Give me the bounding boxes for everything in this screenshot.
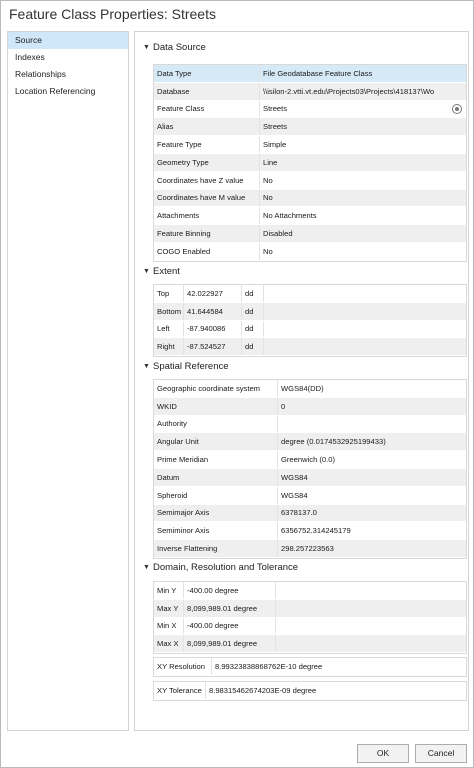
row-label: Feature Binning: [154, 225, 260, 242]
row-spacer: [264, 338, 466, 355]
row-label: Geographic coordinate system: [154, 380, 278, 397]
chevron-down-icon: ▼: [143, 564, 150, 571]
row-label: Feature Type: [154, 136, 260, 153]
extent-grid: [153, 284, 467, 357]
row-value: 8,099,989.01 degree: [184, 600, 276, 617]
row-value: No: [263, 175, 273, 185]
table-row[interactable]: [154, 433, 466, 451]
row-value: degree (0.0174532925199433): [281, 437, 386, 447]
row-value: No Attachments: [263, 211, 317, 221]
table-row[interactable]: [154, 416, 466, 434]
spatial-reference-header[interactable]: [143, 361, 229, 372]
row-label: Min X: [154, 618, 184, 635]
table-row[interactable]: [154, 338, 466, 356]
data-source-grid: [153, 64, 467, 262]
row-value: Simple: [263, 140, 287, 150]
row-label: Coordinates have M value: [154, 190, 260, 207]
table-row[interactable]: [154, 635, 466, 653]
table-row[interactable]: [154, 190, 466, 208]
row-label: Semimajor Axis: [154, 505, 278, 522]
row-value: [260, 83, 466, 100]
table-row[interactable]: [154, 101, 466, 119]
row-value: -400.00 degree: [184, 618, 276, 635]
table-row[interactable]: [154, 398, 466, 416]
row-unit: dd: [242, 338, 264, 355]
row-value: 8.98315462674203E-09 degree: [209, 685, 317, 695]
row-label: WKID: [154, 398, 278, 415]
row-value: No: [263, 246, 273, 256]
row-label: Feature Class: [154, 101, 260, 118]
table-row[interactable]: [154, 380, 466, 398]
table-row[interactable]: [154, 207, 466, 225]
row-label: Min Y: [154, 582, 184, 599]
row-label: Spheroid: [154, 487, 278, 504]
row-value: 6356752.314245179: [281, 526, 351, 536]
row-label: Attachments: [154, 207, 260, 224]
table-row[interactable]: [154, 303, 466, 321]
row-label: Max X: [154, 635, 184, 652]
row-value: 8,099,989.01 degree: [184, 635, 276, 652]
table-row[interactable]: [154, 136, 466, 154]
row-value: [260, 101, 466, 118]
table-row[interactable]: [154, 172, 466, 190]
row-label: Alias: [154, 118, 260, 135]
table-row[interactable]: [154, 118, 466, 136]
row-label: Geometry Type: [154, 154, 260, 171]
row-label: Max Y: [154, 600, 184, 617]
row-spacer: [264, 303, 466, 320]
table-row[interactable]: [154, 321, 466, 339]
row-value: 8.99323838868762E-10 degree: [215, 661, 323, 671]
xy-resolution-grid: [153, 657, 467, 677]
section-title: Domain, Resolution and Tolerance: [153, 562, 299, 573]
row-value: 298.257223563: [281, 544, 334, 554]
table-row[interactable]: [154, 618, 466, 636]
table-row[interactable]: [154, 154, 466, 172]
table-row[interactable]: [154, 469, 466, 487]
table-row[interactable]: [154, 682, 466, 700]
row-unit: dd: [242, 321, 264, 338]
row-value: WGS84: [281, 490, 308, 500]
row-label: Prime Meridian: [154, 451, 278, 468]
table-row[interactable]: [154, 658, 466, 676]
row-value: WGS84(DD): [281, 383, 324, 393]
row-value: -87.524527: [184, 338, 242, 355]
row-label: Coordinates have Z value: [154, 172, 260, 189]
sidebar-nav: [7, 31, 129, 731]
row-label: Inverse Flattening: [154, 540, 278, 557]
table-row[interactable]: [154, 451, 466, 469]
table-row[interactable]: [154, 582, 466, 600]
row-value: WGS84: [281, 472, 308, 482]
row-value: -87.940086: [184, 321, 242, 338]
row-label: Right: [154, 338, 184, 355]
row-label: XY Tolerance: [154, 682, 206, 699]
nav-item-source[interactable]: Source: [8, 32, 128, 49]
row-label: COGO Enabled: [154, 243, 260, 260]
row-unit: dd: [242, 303, 264, 320]
row-value: [278, 416, 466, 433]
row-value: No: [263, 193, 273, 203]
row-value: -400.00 degree: [184, 582, 276, 599]
row-value: 42.022927: [184, 285, 242, 302]
row-value: 41.644584: [184, 303, 242, 320]
row-label: Database: [154, 83, 260, 100]
extent-header[interactable]: [143, 266, 180, 277]
row-label: Authority: [154, 416, 278, 433]
table-row[interactable]: [154, 540, 466, 558]
domain-resolution-tolerance-header[interactable]: [143, 562, 298, 573]
nav-item-location-referencing[interactable]: Location Referencing: [15, 86, 96, 96]
row-value: 0: [281, 401, 286, 411]
table-row[interactable]: [154, 65, 466, 83]
data-source-header[interactable]: [143, 42, 206, 53]
row-value: File Geodatabase Feature Class: [263, 68, 373, 78]
xy-tolerance-grid: [153, 681, 467, 701]
row-label: Bottom: [154, 303, 184, 320]
row-label: Datum: [154, 469, 278, 486]
row-spacer: [276, 600, 466, 617]
table-row[interactable]: [154, 600, 466, 618]
table-row[interactable]: [154, 225, 466, 243]
properties-panel: [134, 31, 469, 731]
row-value: Line: [263, 157, 278, 167]
row-spacer: [276, 582, 466, 599]
row-spacer: [264, 321, 466, 338]
nav-item-relationships[interactable]: Relationships: [15, 69, 67, 79]
table-row[interactable]: [154, 522, 466, 540]
database-path: \\isilon-2.vtti.vt.edu\Projects03\Projects\418137\Wo: [263, 86, 435, 96]
chevron-down-icon: ▼: [143, 44, 150, 51]
feature-class-value: Streets: [263, 104, 288, 114]
spatial-reference-grid: [153, 379, 467, 559]
table-row[interactable]: [154, 505, 466, 523]
table-row[interactable]: [154, 243, 466, 261]
row-label: Data Type: [154, 65, 260, 82]
cancel-button[interactable]: Cancel: [415, 744, 467, 763]
table-row[interactable]: [154, 83, 466, 101]
row-value: Streets: [263, 122, 288, 132]
row-label: Angular Unit: [154, 433, 278, 450]
section-title: Extent: [153, 266, 180, 277]
row-value: Greenwich (0.0): [281, 455, 336, 465]
row-label: Left: [154, 321, 184, 338]
dialog-title: Feature Class Properties: Streets: [9, 6, 216, 22]
row-value: Disabled: [263, 229, 293, 239]
row-spacer: [276, 618, 466, 635]
table-row[interactable]: [154, 285, 466, 303]
chevron-down-icon: ▼: [143, 363, 150, 370]
section-title: Data Source: [153, 42, 206, 53]
nav-item-indexes[interactable]: Indexes: [15, 52, 45, 62]
row-spacer: [276, 635, 466, 652]
domain-grid: [153, 581, 467, 654]
row-unit: dd: [242, 285, 264, 302]
chevron-down-icon: ▼: [143, 268, 150, 275]
ok-button[interactable]: OK: [357, 744, 409, 763]
database-icon[interactable]: [452, 104, 462, 114]
row-label: Top: [154, 285, 184, 302]
row-label: Semiminor Axis: [154, 522, 278, 539]
row-value: 6378137.0: [281, 508, 317, 518]
section-title: Spatial Reference: [153, 361, 229, 372]
row-label: XY Resolution: [154, 658, 212, 675]
table-row[interactable]: [154, 487, 466, 505]
row-spacer: [264, 285, 466, 302]
